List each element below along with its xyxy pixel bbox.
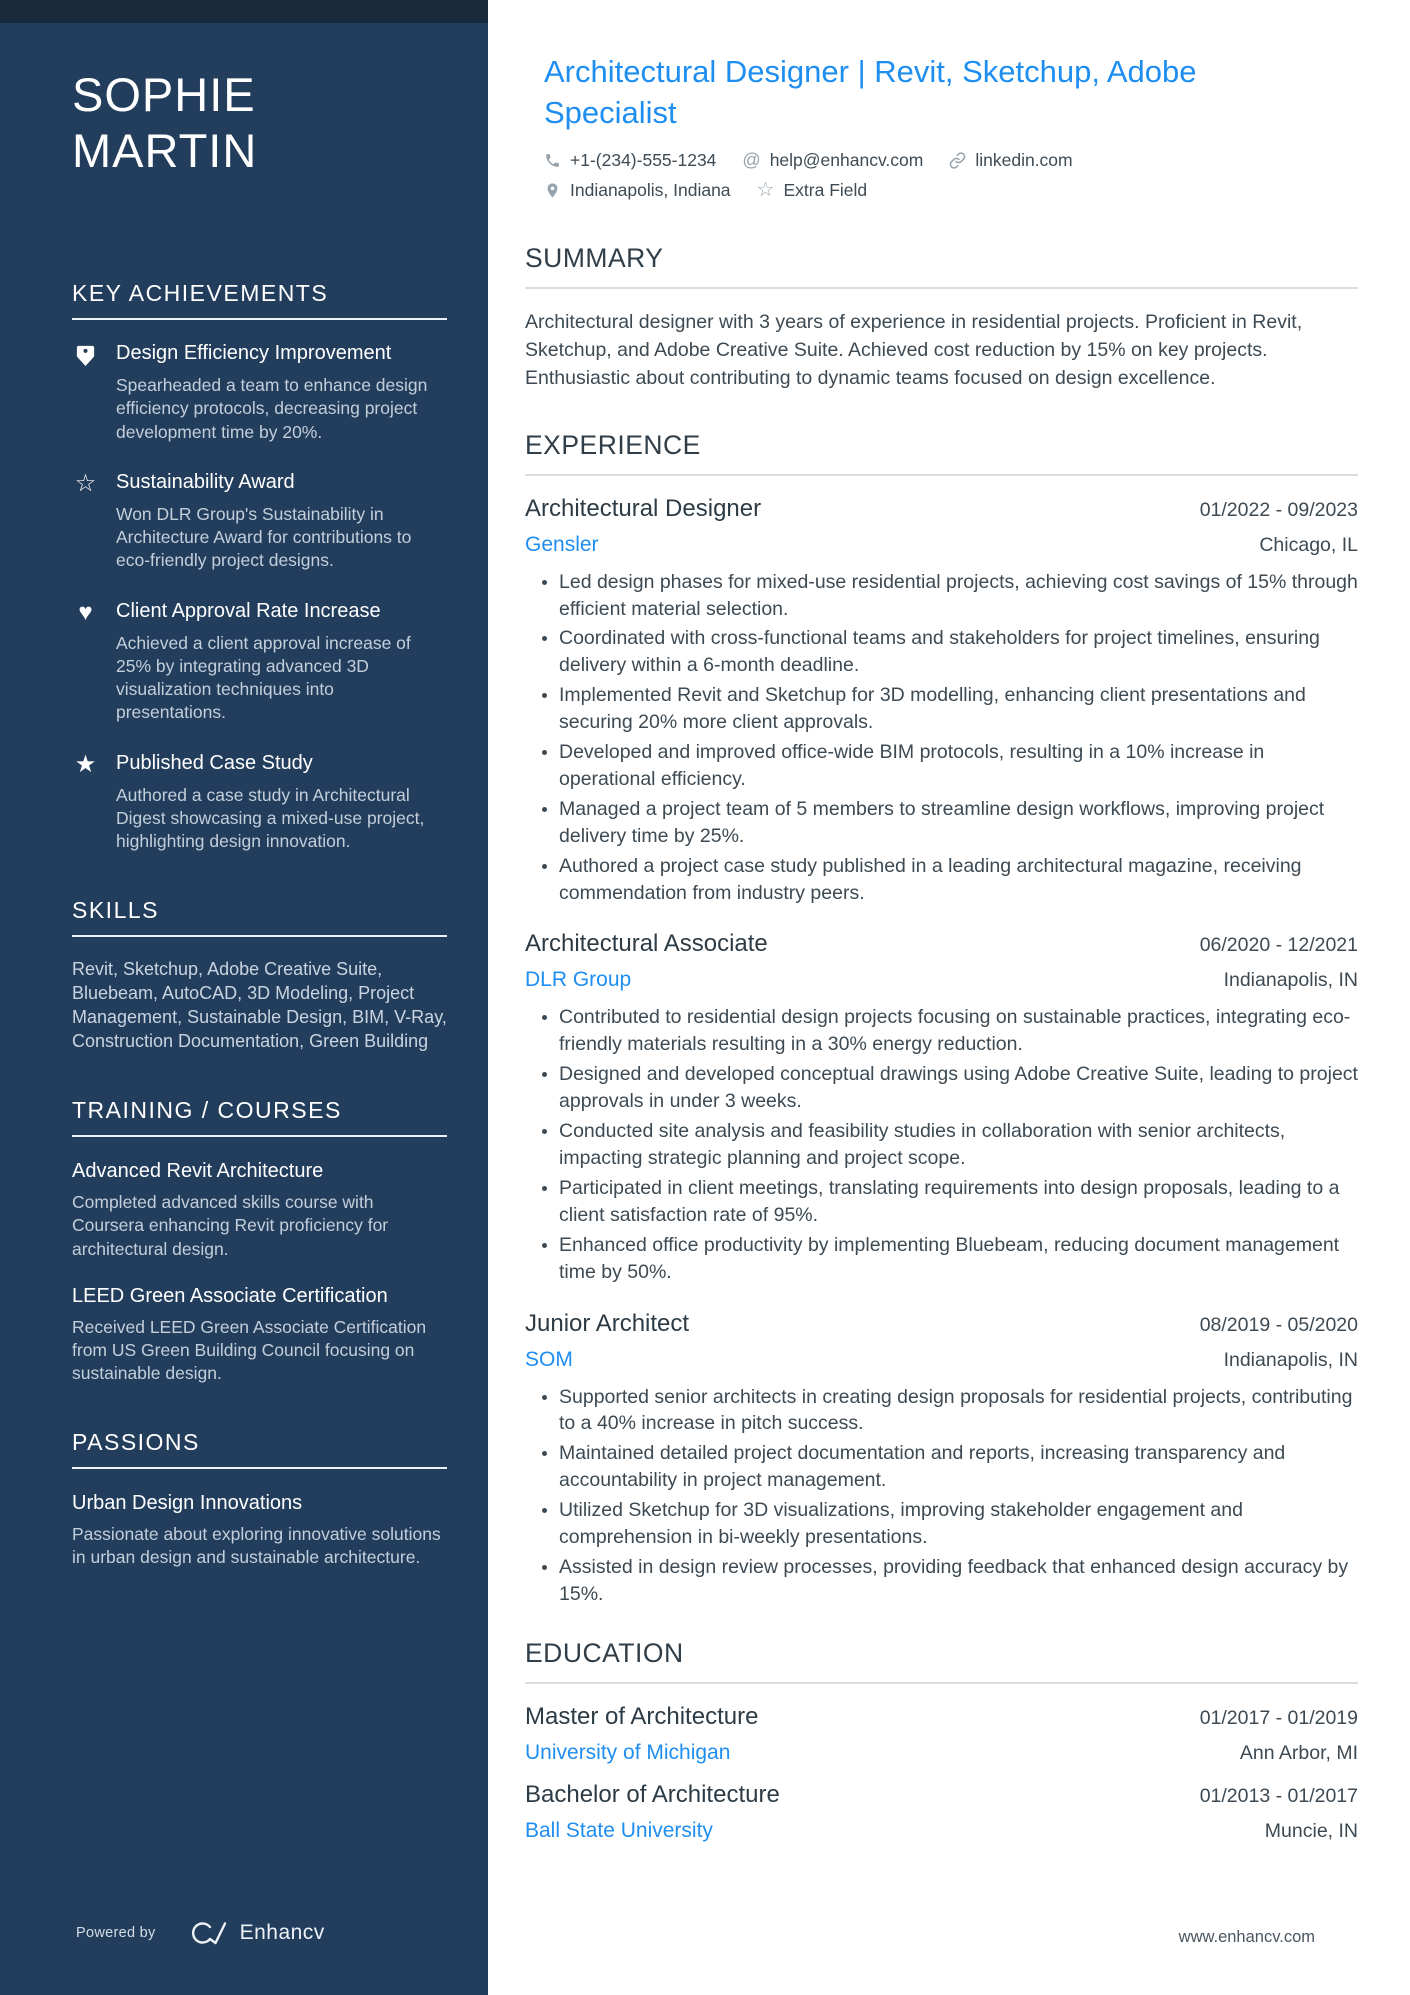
bullet: Assisted in design review processes, providing feedback that enhanced design accuracy by 15%. (525, 1554, 1358, 1608)
extra-field-item (757, 180, 868, 201)
bullet: Authored a project case study published in a leading architectural magazine, receiving commendation from industry peers. (525, 853, 1358, 907)
school-location: Ann Arbor, MI (1239, 1741, 1358, 1764)
job-entry (525, 930, 1358, 1285)
bullet: Developed and improved office-wide BIM protocols, resulting in a 10% increase in operational efficiency. (525, 739, 1358, 793)
achievement-text: Spearheaded a team to enhance design efficiency protocols, decreasing project development time by 20%. (116, 375, 428, 442)
achievement-item (72, 470, 447, 573)
achievement-title: Design Efficiency Improvement (116, 341, 392, 364)
sidebar-top-strip (0, 0, 488, 23)
bullet: Supported senior architects in creating design proposals for residential projects, contributing to a 40% increase in pitch success. (525, 1384, 1358, 1438)
passion-item-text: Passionate about exploring innovative solutions in urban design and sustainable architecture. (72, 1523, 441, 1568)
achievement-text: Won DLR Group's Sustainability in Architecture Award for contributions to eco-friendly project designs. (116, 504, 412, 571)
link-icon (949, 152, 966, 169)
training-item-title: LEED Green Associate Certification (72, 1284, 388, 1307)
email-address: help@enhancv.com (769, 149, 924, 170)
bullet: Enhanced office productivity by implementing Bluebeam, reducing document management time by 50%. (525, 1232, 1358, 1286)
skills-list: Revit, Sketchup, Adobe Creative Suite, Bluebeam, AutoCAD, 3D Modeling, Project Management, Sustainable Design, BIM, V-Ray, Construction Documentation, Green Building (72, 959, 447, 1051)
job-role: Architectural Associate (525, 930, 768, 958)
bullet: Contributed to residential design projects focusing on sustainable practices, integrating eco-friendly materials resulting in a 30% energy reduction. (525, 1004, 1358, 1058)
powered-by-label: Powered by (76, 1925, 156, 1941)
contact-row-1 (544, 150, 1358, 171)
job-company-link[interactable]: SOM (525, 1347, 573, 1371)
job-location: Indianapolis, IN (1223, 1348, 1358, 1371)
education-dates: 01/2013 - 01/2017 (1199, 1784, 1358, 1807)
school-link[interactable]: Ball State University (525, 1818, 713, 1842)
training-item-text: Received LEED Green Associate Certification from US Green Building Council focusing on sustainable design. (72, 1316, 427, 1383)
email-contact[interactable] (742, 150, 923, 171)
achievement-title: Client Approval Rate Increase (116, 599, 381, 622)
degree-title: Bachelor of Architecture (525, 1780, 780, 1808)
training-item-title: Advanced Revit Architecture (72, 1160, 324, 1183)
powered-by-footer (76, 1919, 325, 1947)
star-filled-icon: ★ (74, 750, 97, 778)
job-entry (525, 1310, 1358, 1608)
achievement-item (72, 751, 447, 854)
bullet: Maintained detailed project documentation and reports, increasing transparency and accountability in project management. (525, 1440, 1358, 1494)
training-section (72, 1097, 447, 1385)
key-achievements-section (72, 280, 447, 854)
bullet: Coordinated with cross-functional teams and stakeholders for project timelines, ensuring delivery within a 6-month deadline. (525, 625, 1358, 679)
enhancv-logo-text: Enhancv (239, 1921, 325, 1944)
divider (72, 1467, 447, 1469)
divider (72, 935, 447, 937)
summary-text: Architectural designer with 3 years of experience in residential projects. Proficient in Revit, Sketchup, and Adobe Creative Suite. Achieved cost reduction by 15% on key projects. Enthusiastic about contributing to dynamic teams focused on design excellence. (525, 310, 1303, 390)
bullet: Designed and developed conceptual drawings using Adobe Creative Suite, leading to project approvals in under 3 weeks. (525, 1061, 1358, 1115)
divider (525, 1682, 1358, 1684)
enhancv-logo-icon (186, 1919, 230, 1947)
education-section (525, 1638, 1358, 1843)
school-link[interactable]: University of Michigan (525, 1740, 731, 1764)
link-text: linkedin.com (975, 149, 1073, 170)
passions-section (72, 1429, 447, 1569)
training-heading: TRAINING / COURSES (72, 1097, 342, 1124)
education-dates: 01/2017 - 01/2019 (1199, 1706, 1358, 1729)
main-content (488, 0, 1410, 1995)
link-contact[interactable] (949, 150, 1072, 171)
summary-heading: SUMMARY (525, 242, 664, 273)
job-location: Chicago, IL (1259, 533, 1358, 556)
experience-section (525, 430, 1358, 1608)
training-item (72, 1158, 447, 1260)
education-heading: EDUCATION (525, 1637, 684, 1668)
education-entry (525, 1781, 1358, 1843)
bullet: Participated in client meetings, translating requirements into design proposals, leading to a client satisfaction rate of 95%. (525, 1175, 1358, 1229)
location-item (544, 180, 731, 201)
star-outline-icon: ☆ (756, 179, 775, 202)
skills-section (72, 897, 447, 1053)
extra-field-text: Extra Field (783, 179, 868, 200)
passion-item (72, 1490, 447, 1569)
heart-icon: ♥ (78, 598, 93, 626)
divider (72, 1135, 447, 1137)
header-block (525, 52, 1358, 201)
location-pin-icon (544, 182, 561, 199)
key-achievements-heading: KEY ACHIEVEMENTS (72, 279, 329, 306)
job-company-link[interactable]: DLR Group (525, 968, 632, 992)
phone-icon (544, 152, 561, 169)
experience-heading: EXPERIENCE (525, 429, 701, 460)
bullet: Utilized Sketchup for 3D visualizations, improving stakeholder engagement and comprehension in bi-weekly presentations. (525, 1497, 1358, 1551)
divider (525, 287, 1358, 289)
bullet: Conducted site analysis and feasibility studies in collaboration with senior architects, impacting strategic planning and project scope. (525, 1118, 1358, 1172)
education-entry (525, 1703, 1358, 1765)
job-role: Junior Architect (525, 1309, 690, 1337)
training-item-text: Completed advanced skills course with Coursera enhancing Revit proficiency for architectural design. (72, 1192, 389, 1259)
at-icon: @ (742, 150, 761, 171)
job-entry (525, 495, 1358, 907)
job-bullets (525, 569, 1358, 907)
job-dates: 01/2022 - 09/2023 (1199, 498, 1358, 521)
phone-contact[interactable] (544, 150, 716, 171)
person-name: SOPHIE MARTIN (72, 68, 258, 178)
job-company-link[interactable]: Gensler (525, 532, 599, 556)
job-dates: 08/2019 - 05/2020 (1199, 1313, 1358, 1336)
passion-item-title: Urban Design Innovations (72, 1491, 303, 1514)
divider (72, 318, 447, 320)
skills-heading: SKILLS (72, 897, 159, 924)
job-bullets (525, 1004, 1358, 1285)
star-outline-icon: ☆ (74, 469, 97, 497)
summary-section (525, 243, 1358, 393)
tag-icon (72, 341, 99, 444)
resume-title: Architectural Designer | Revit, Sketchup, Adobe Specialist (544, 54, 1197, 130)
degree-title: Master of Architecture (525, 1702, 759, 1730)
sidebar (0, 0, 488, 1995)
passions-heading: PASSIONS (72, 1428, 200, 1455)
achievement-text: Achieved a client approval increase of 25% by integrating advanced 3D visualization techniques into presentations. (116, 633, 411, 723)
bullet: Managed a project team of 5 members to streamline design workflows, improving project delivery time by 25%. (525, 796, 1358, 850)
phone-number: +1-(234)-555-1234 (570, 149, 717, 170)
bullet: Implemented Revit and Sketchup for 3D modelling, enhancing client presentations and securing 20% more client approvals. (525, 682, 1358, 736)
school-location: Muncie, IN (1264, 1819, 1358, 1842)
job-dates: 06/2020 - 12/2021 (1199, 934, 1358, 957)
website-link[interactable]: www.enhancv.com (1178, 1928, 1315, 1946)
achievement-title: Published Case Study (116, 751, 313, 774)
job-role: Architectural Designer (525, 494, 762, 522)
achievement-text: Authored a case study in Architectural Digest showcasing a mixed-use project, highlighting design innovation. (116, 785, 425, 852)
training-item (72, 1283, 447, 1385)
bullet: Led design phases for mixed-use residential projects, achieving cost savings of 15% through efficient material selection. (525, 569, 1358, 623)
achievement-item (72, 341, 447, 444)
job-bullets (525, 1384, 1358, 1608)
location-text: Indianapolis, Indiana (570, 179, 731, 200)
achievement-item (72, 599, 447, 725)
job-location: Indianapolis, IN (1223, 969, 1358, 992)
achievement-title: Sustainability Award (116, 470, 295, 493)
contact-row-2 (544, 180, 1358, 201)
enhancv-logo[interactable] (186, 1919, 325, 1947)
divider (525, 474, 1358, 476)
